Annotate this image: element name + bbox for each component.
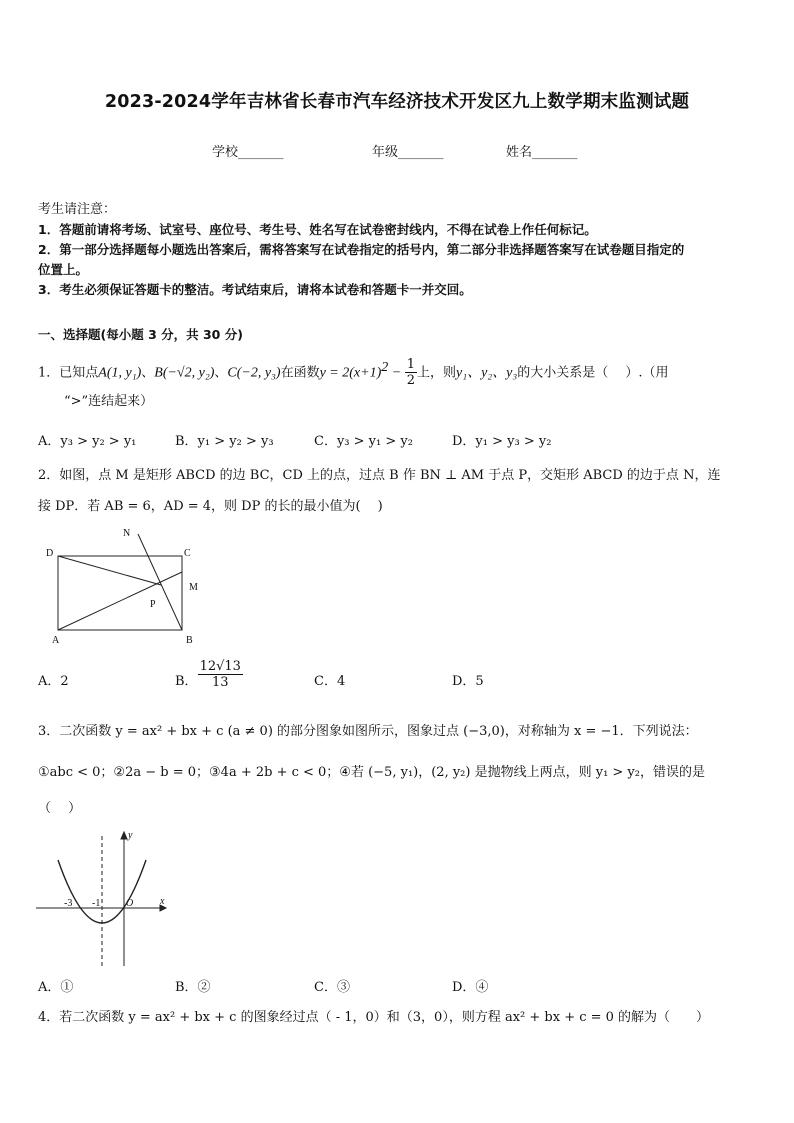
school-field[interactable]: 学校_______	[212, 145, 284, 160]
q3-line2: ①abc < 0；②2a − b = 0；③4a + 2b + c < 0；④若 (−5, y₁)，(2, y₂) 是抛物线上两点，则 y₁ > y₂，错误的是	[38, 765, 705, 780]
q2-line1: 2．如图，点 M 是矩形 ABCD 的边 BC，CD 上的点，过点 B 作 BN ⊥ AM 于点 P，交矩形 ABCD 的边于点 N，连	[38, 468, 721, 483]
q3-option-c[interactable]: C．③	[314, 980, 350, 995]
line-dp	[58, 556, 161, 585]
q1-point-a: A(1, y₁)	[98, 365, 142, 381]
q3-option-d[interactable]: D．④	[452, 980, 489, 995]
label-d: D	[46, 548, 54, 559]
line-bn	[138, 534, 182, 630]
q1-fraction	[405, 357, 417, 388]
q1-fraction-numerator: 1	[406, 357, 415, 373]
rectangle-abcd	[58, 556, 182, 630]
q2-option-c[interactable]: C．4	[314, 674, 346, 689]
notice-heading: 考生请注意：	[38, 202, 117, 217]
q1-option-b[interactable]: B．y₁ > y₂ > y₃	[175, 434, 274, 449]
q1-text: 上，则	[416, 365, 456, 381]
q1-separator: 、	[141, 365, 155, 381]
label-a: A	[52, 635, 60, 646]
notice-item: 1．答题前请将考场、试室号、座位号、考生号、姓名写在试卷密封线内，不得在试卷上作任何标记。	[38, 222, 597, 237]
q1-function: y = 2(x+1)	[319, 365, 382, 381]
label-origin: O	[126, 898, 134, 909]
line-am	[58, 572, 182, 630]
label-n: N	[123, 528, 131, 539]
q1-option-a[interactable]: A．y₃ > y₂ > y₁	[38, 434, 137, 449]
q1-text: 在函数	[280, 365, 320, 381]
q3-options	[0, 976, 794, 996]
q3-parabola-figure	[36, 826, 176, 971]
q1-line2: “>”连结起来）	[64, 394, 154, 409]
q3-line1: 3．二次函数 y = ax² + bx + c (a ≠ 0) 的部分图象如图所示，图象过点 (−3,0)，对称轴为 x = −1．下列说法：	[38, 724, 698, 739]
q2-option-b-fraction	[198, 659, 243, 690]
q1-option-c[interactable]: C．y₃ > y₁ > y₂	[314, 434, 413, 449]
q1-fraction-denominator: 2	[406, 373, 415, 389]
q1-variables: y₁、y₂、y₃	[456, 365, 518, 381]
q2-option-b-denominator: 13	[211, 675, 229, 690]
grade-field[interactable]: 年级_______	[372, 145, 444, 160]
q2-option-b-letter: B．	[175, 674, 198, 689]
q3-option-a[interactable]: A．①	[38, 980, 74, 995]
q1-option-d[interactable]: D．y₁ > y₃ > y₂	[452, 434, 552, 449]
section-heading: 一、选择题(每小题 3 分，共 30 分)	[38, 327, 243, 342]
name-field[interactable]: 姓名_______	[506, 145, 578, 160]
question-1	[38, 356, 669, 388]
q1-options	[0, 430, 794, 450]
q1-text: 的大小关系是（ ）.（用	[517, 365, 669, 381]
q4-line1: 4．若二次函数 y = ax² + bx + c 的图象经过点（ - 1，0）和（3，0），则方程 ax² + bx + c = 0 的解为（ ）	[38, 1010, 710, 1025]
q2-option-b-numerator: 12√13	[199, 659, 241, 674]
notice-block	[38, 200, 684, 300]
q1-separator: 、	[214, 365, 228, 381]
label-b: B	[186, 635, 193, 646]
q1-minus: −	[388, 365, 405, 381]
q1-number: 1．已知点	[38, 365, 99, 381]
y-axis-arrow	[121, 832, 127, 839]
notice-item: 3．考生必须保证答题卡的整洁。考试结束后，请将本试卷和答题卡一并交回。	[38, 282, 472, 297]
q1-exponent: 2	[381, 360, 389, 375]
label-minus-1: -1	[92, 898, 101, 909]
q2-option-a[interactable]: A．2	[38, 674, 69, 689]
notice-item: 2．第一部分选择题每小题选出答案后，需将答案写在试卷指定的括号内，第二部分非选择题答案写在试卷题目指定的	[38, 242, 685, 257]
q2-line2: 接 DP．若 AB = 6，AD = 4，则 DP 的长的最小值为( )	[38, 499, 383, 514]
page-title: 2023-2024学年吉林省长春市汽车经济技术开发区九上数学期末监测试题	[104, 92, 690, 112]
label-y-axis: y	[128, 830, 133, 841]
label-x-axis: x	[160, 896, 165, 907]
label-minus-3: -3	[64, 898, 73, 909]
label-p: P	[150, 599, 156, 610]
label-m: M	[189, 582, 198, 593]
q2-option-d[interactable]: D．5	[452, 674, 484, 689]
q3-option-b[interactable]: B．②	[175, 980, 211, 995]
label-c: C	[184, 548, 191, 559]
q2-options	[0, 660, 794, 700]
notice-item: 位置上。	[38, 262, 89, 277]
q1-point-c: C(−2, y₃)	[227, 365, 281, 381]
q2-option-b[interactable]	[175, 659, 243, 690]
q3-line3: （ ）	[38, 801, 82, 816]
q2-rectangle-figure	[40, 522, 220, 650]
q1-point-b: B(−√2, y₂)	[154, 365, 215, 381]
